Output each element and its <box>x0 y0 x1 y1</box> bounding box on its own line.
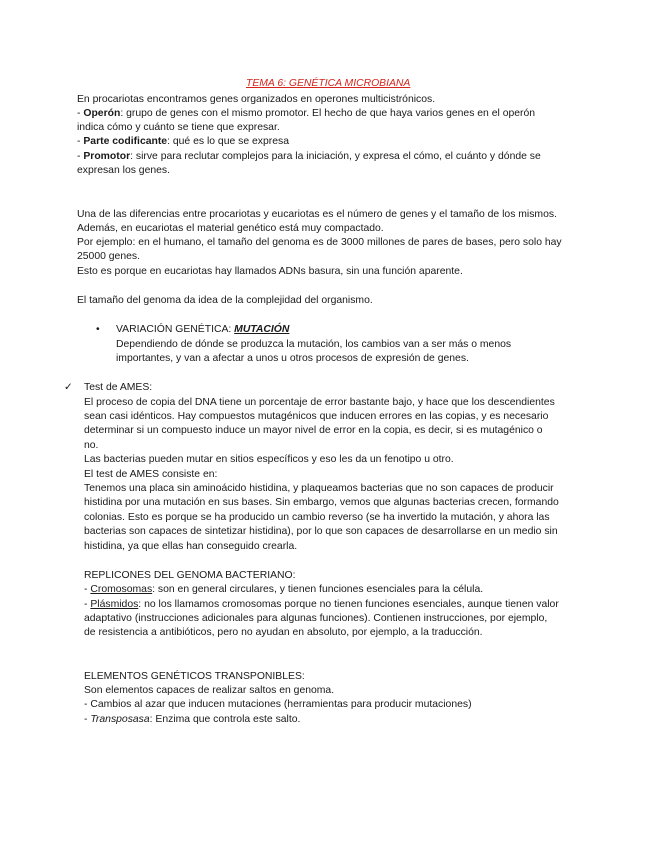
plasmidos-term: Plásmidos <box>90 599 139 610</box>
operon-definition <box>77 107 535 120</box>
mutacion-term: MUTACIÓN <box>234 324 290 335</box>
ames-heading: Test de AMES: <box>84 382 153 393</box>
dash: - <box>84 584 91 595</box>
transposasa-text: : Enzima que controla este salto. <box>149 714 301 725</box>
ames-line: histidina por una mutación en sus bases. Sin embargo, vemos que algunas bacterias crecen, formando <box>84 497 559 508</box>
parte-codificante-term: Parte codificante <box>83 136 168 147</box>
ames-line: sean casi idénticos. Hay compuestos mutagénicos que inducen errores en las copias, y es necesario <box>84 411 549 422</box>
diferencias-line-1: Una de las diferencias entre procariotas y eucariotas es el número de genes y el tamaño de los mismos. <box>77 209 557 220</box>
parte-codificante-text: : qué es lo que se expresa <box>167 136 289 147</box>
ames-line: colonias. Esto es porque se ha producido un cambio reverso (se ha invertido la mutación, y ahora las <box>84 512 550 523</box>
ames-line: Las bacterias pueden mutar en sitios específicos y eso les da un fenotipo u otro. <box>84 454 454 465</box>
operon-term: Operón <box>83 108 121 119</box>
elementos-line-2: - Cambios al azar que inducen mutaciones (herramientas para producir mutaciones) <box>84 699 472 710</box>
plasmidos-text: : no los llamamos cromosomas porque no tienen funciones esenciales, aunque tienen valor <box>138 599 559 610</box>
cromosomas-text: : son en general circulares, y tienen funciones esenciales para la célula. <box>152 584 484 595</box>
variacion-heading <box>116 323 289 336</box>
ames-line: Tenemos una placa sin aminoácido histidina, y plaqueamos bacterias que no son capaces de producir <box>84 483 554 494</box>
variacion-line-2: importantes, y van a afectar a unos u otros procesos de expresión de genes. <box>116 353 469 364</box>
variacion-label: VARIACIÓN GENÉTICA: <box>116 324 235 335</box>
dash: - <box>84 599 91 610</box>
dash: - <box>77 151 84 162</box>
document-title: TEMA 6: GENÉTICA MICROBIANA <box>246 78 411 89</box>
promotor-definition <box>77 150 541 163</box>
dash: - <box>84 714 91 725</box>
dash: - <box>77 108 84 119</box>
ames-line: no. <box>84 440 99 451</box>
cromosomas-term: Cromosomas <box>90 584 153 595</box>
operon-definition-cont: indica cómo y cuánto se tiene que expresar. <box>77 122 280 133</box>
promotor-term: Promotor <box>83 151 131 162</box>
plasmidos-line-3: de resistencia a antibióticos, pero no ayudan en absoluto, por ejemplo, a la traducción. <box>84 627 483 638</box>
diferencias-line-4: 25000 genes. <box>77 251 140 262</box>
diferencias-line-3: Por ejemplo: en el humano, el tamaño del genoma es de 3000 millones de pares de bases, pero solo hay <box>77 237 562 248</box>
ames-line: determinar si un compuesto induce un mayor nivel de error en la copia, es decir, si es mutagénico o <box>84 425 543 436</box>
transposasa-term: Transposasa <box>90 714 150 725</box>
diferencias-line-5: Esto es porque en eucariotas hay llamados ADNs basura, sin una función aparente. <box>77 266 463 277</box>
dash: - <box>77 136 84 147</box>
checkmark-icon: ✓ <box>64 382 73 393</box>
ames-line: bacterias son capaces de sintetizar histidina), por lo que son capaces de desarrollarse en un medio sin <box>84 526 558 537</box>
transposasa-definition <box>84 713 300 726</box>
bullet-icon: • <box>96 324 100 335</box>
elementos-heading: ELEMENTOS GENÉTICOS TRANSPONIBLES: <box>84 671 305 682</box>
promotor-definition-cont: expresan los genes. <box>77 165 170 176</box>
plasmidos-definition <box>84 598 559 611</box>
parte-codificante-definition <box>77 135 289 148</box>
intro-line: En procariotas encontramos genes organizados en operones multicistrónicos. <box>77 94 436 105</box>
diferencias-line-6: El tamaño del genoma da idea de la complejidad del organismo. <box>77 295 373 306</box>
replicones-heading: REPLICONES DEL GENOMA BACTERIANO: <box>84 570 296 581</box>
ames-line: El test de AMES consiste en: <box>84 469 218 480</box>
elementos-line-1: Son elementos capaces de realizar saltos en genoma. <box>84 685 335 696</box>
ames-line: El proceso de copia del DNA tiene un porcentaje de error bastante bajo, y hace que los descendientes <box>84 397 555 408</box>
cromosomas-definition <box>84 583 483 596</box>
diferencias-line-2: Además, en eucariotas el material genético está muy compactado. <box>77 223 384 234</box>
promotor-text: : sirve para reclutar complejos para la iniciación, y expresa el cómo, el cuánto y dónde se <box>130 151 541 162</box>
variacion-line-1: Dependiendo de dónde se produzca la mutación, los cambios van a ser más o menos <box>116 339 512 350</box>
ames-line: histidina, ya que ellas han conseguido crearla. <box>84 541 298 552</box>
operon-text: : grupo de genes con el mismo promotor. El hecho de que haya varios genes en el operón <box>120 108 536 119</box>
plasmidos-line-2: adaptativo (instrucciones adicionales para algunas funciones). Contienen instrucciones, por ejemplo, <box>84 613 548 624</box>
